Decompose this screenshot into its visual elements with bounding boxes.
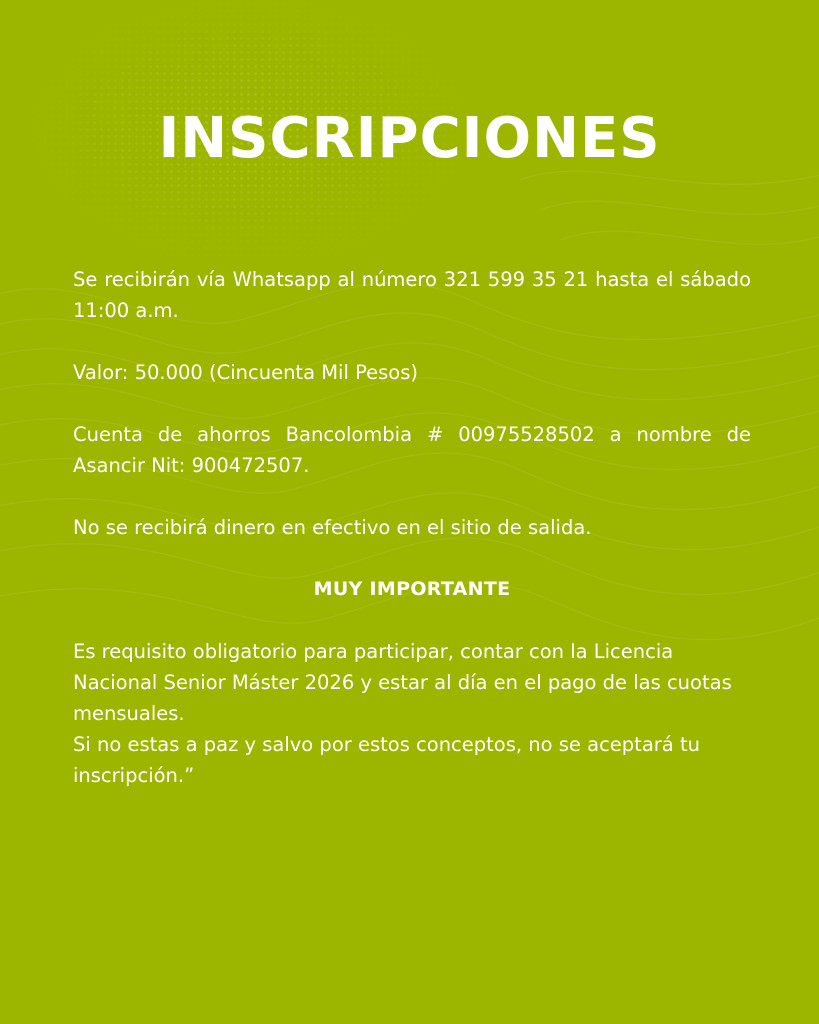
price-paragraph: Valor: 50.000 (Cincuenta Mil Pesos) <box>73 361 419 384</box>
spacer <box>73 543 751 574</box>
spacer <box>73 605 751 636</box>
important-heading: MUY IMPORTANTE <box>313 578 511 600</box>
whatsapp-paragraph: Se recibirán vía Whatsapp al número 321 599 35 21 hasta el sábado 11:00 a.m. <box>73 268 751 322</box>
bank-account-paragraph: Cuenta de ahorros Bancolombia # 00975528502 a nombre de Asancir Nit: 900472507. <box>73 423 751 477</box>
requirement-paragraph: Es requisito obligatorio para participar, contar con la Licencia Nacional Senior Máster 2026 y estar al día en el pago de las cuotas mensuales. <box>73 640 732 725</box>
clearance-paragraph: Si no estas a paz y salvo por estos conceptos, no se aceptará tu inscripción.” <box>73 733 700 787</box>
registration-info <box>73 264 751 791</box>
spacer <box>73 388 751 419</box>
page-title: INSCRIPCIONES <box>158 106 661 171</box>
no-cash-paragraph: No se recibirá dinero en efectivo en el sitio de salida. <box>73 516 592 539</box>
spacer <box>73 326 751 357</box>
spacer <box>73 481 751 512</box>
